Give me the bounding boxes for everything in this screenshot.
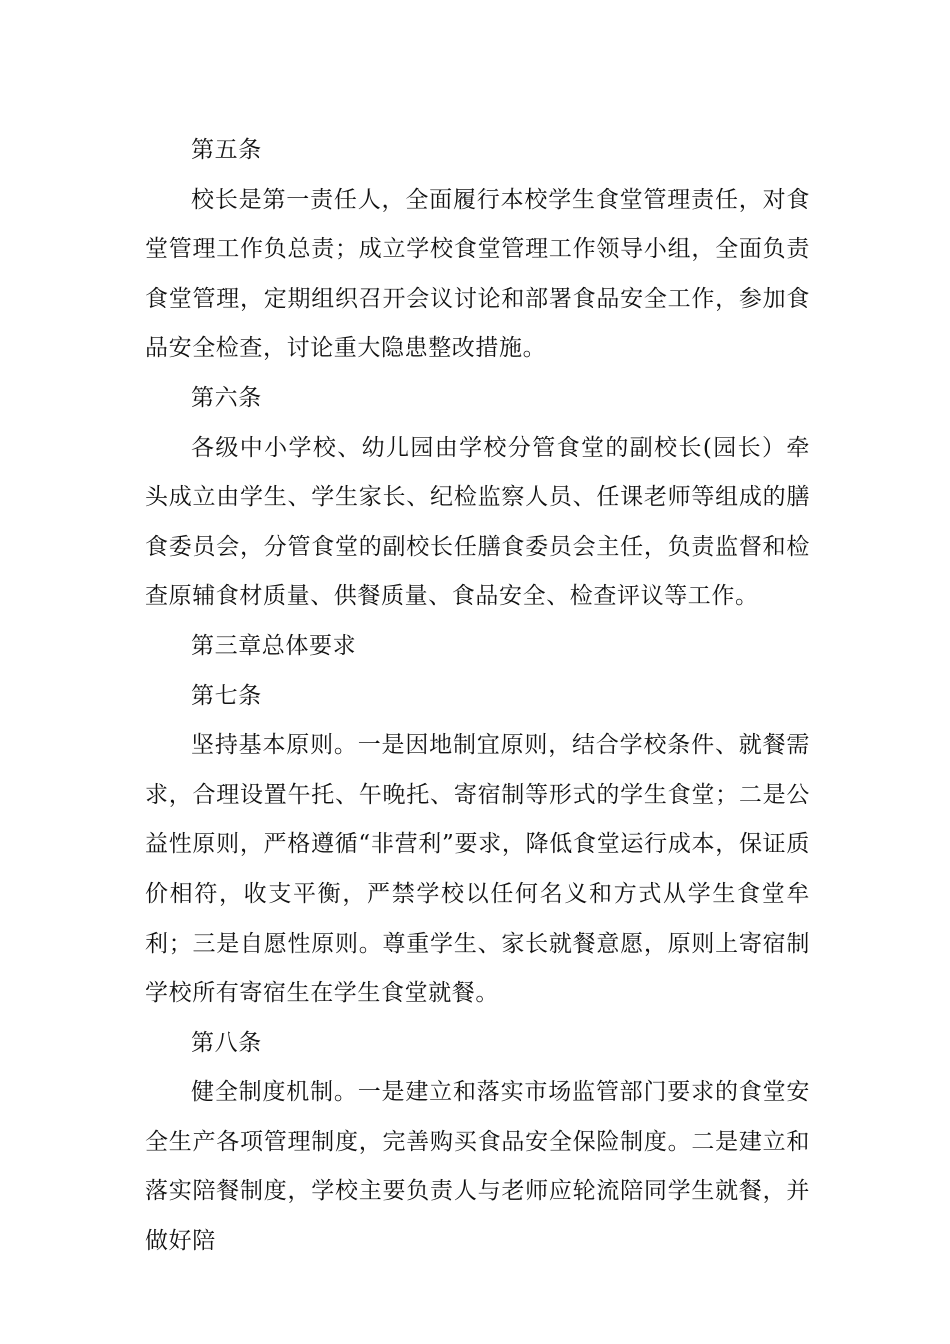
article-8-text: 健全制度机制。一是建立和落实市场监管部门要求的食堂安全生产各项管理制度，完善购买食品安全保险制度。二是建立和落实陪餐制度，学校主要负责人与老师应轮流陪同学生就餐，并做好陪 bbox=[145, 1079, 810, 1255]
article-6-heading: 第六条 bbox=[191, 384, 262, 411]
article-6-text: 各级中小学校、幼儿园由学校分管食堂的副校长(园长）牵头成立由学生、学生家长、纪检监察人员、任课老师等组成的膳食委员会，分管食堂的副校长任膳食委员会主任，负责监督和检查原辅食材质量、供餐质量、食品安全、检查评议等工作。 bbox=[145, 434, 810, 610]
article-7-text: 坚持基本原则。一是因地制宜原则，结合学校条件、就餐需求，合理设置午托、午晚托、寄宿制等形式的学生食堂；二是公益性原则，严格遵循“非营利”要求，降低食堂运行成本，保证质价相符，收支平衡，严禁学校以任何名义和方式从学生食堂牟利；三是自愿性原则。尊重学生、家长就餐意愿，原则上寄宿制学校所有寄宿生在学生食堂就餐。 bbox=[145, 732, 810, 1007]
document-body bbox=[145, 126, 810, 1267]
article-8-heading: 第八条 bbox=[191, 1029, 262, 1056]
article-5-text: 校长是第一责任人，全面履行本校学生食堂管理责任，对食堂管理工作负总责；成立学校食堂管理工作领导小组，全面负责食堂管理，定期组织召开会议讨论和部署食品安全工作，参加食品安全检查，讨论重大隐患整改措施。 bbox=[145, 186, 810, 362]
article-5-heading: 第五条 bbox=[191, 137, 262, 163]
article-7-heading: 第七条 bbox=[191, 682, 262, 709]
chapter-3-heading: 第三章总体要求 bbox=[191, 632, 357, 659]
